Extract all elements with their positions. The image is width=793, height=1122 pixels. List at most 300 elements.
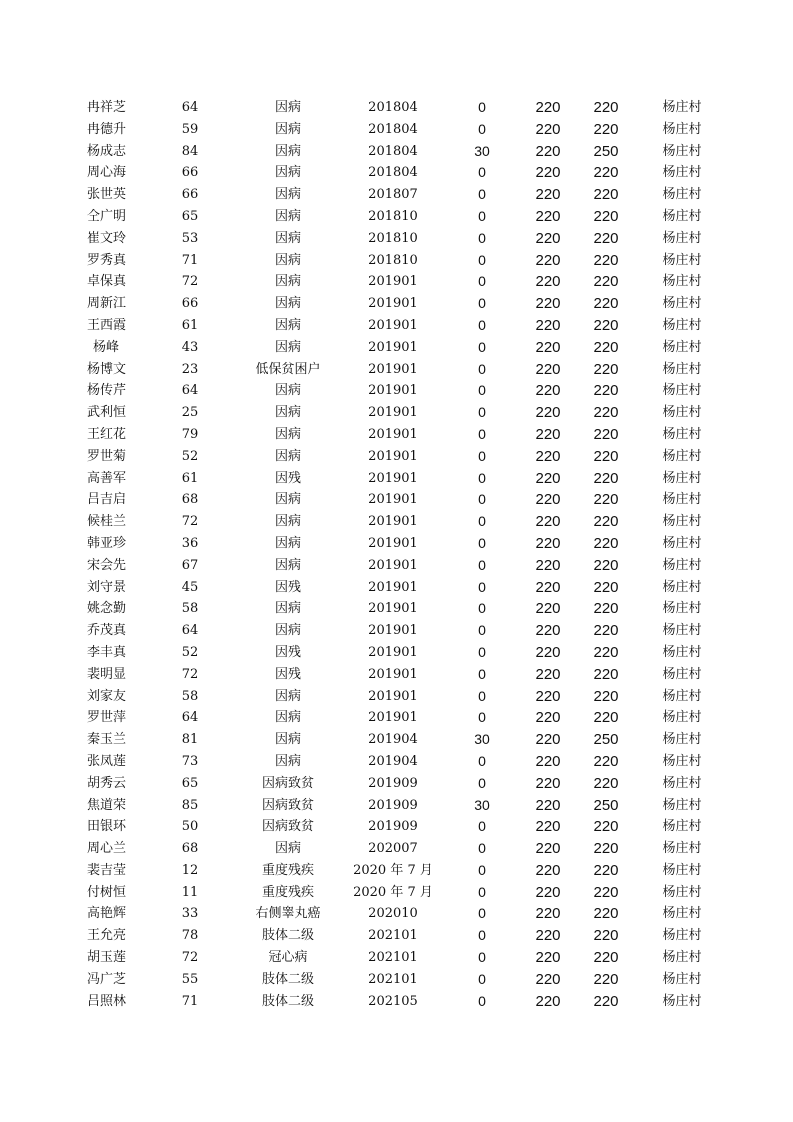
cell-reason: 肢体二级: [261, 928, 314, 944]
cell-addition: 0: [478, 295, 486, 312]
cell-name: 罗世萍: [87, 710, 127, 726]
cell-village: 杨庄村: [662, 492, 702, 508]
cell-date: 201901: [368, 514, 418, 530]
cell-total-amount: 220: [593, 207, 619, 225]
cell-age: 36: [181, 535, 199, 551]
table-row: [0, 228, 793, 250]
cell-name: 王红花: [87, 426, 127, 442]
cell-date: 201909: [368, 775, 418, 791]
cell-total-amount: 220: [593, 425, 619, 443]
cell-date: 2020 年 7 月: [353, 862, 433, 878]
cell-total-amount: 250: [593, 142, 619, 160]
cell-addition: 0: [478, 491, 486, 508]
cell-reason: 因病: [274, 317, 301, 333]
cell-total-amount: 220: [593, 622, 619, 640]
table-row: [0, 359, 793, 381]
cell-date: 201901: [368, 492, 418, 508]
cell-date: 202101: [368, 950, 418, 966]
cell-total-amount: 220: [593, 752, 619, 770]
cell-base-amount: 220: [535, 687, 561, 705]
cell-base-amount: 220: [535, 120, 561, 138]
cell-total-amount: 250: [593, 796, 619, 814]
cell-reason: 因病: [274, 252, 301, 268]
cell-reason: 肢体二级: [261, 993, 314, 1009]
cell-date: 201901: [368, 339, 418, 355]
cell-date: 201901: [368, 601, 418, 617]
cell-reason: 因病: [274, 753, 301, 769]
cell-age: 65: [181, 208, 199, 224]
cell-base-amount: 220: [535, 404, 561, 422]
cell-addition: 0: [478, 752, 486, 769]
cell-addition: 0: [478, 818, 486, 835]
cell-base-amount: 220: [535, 949, 561, 967]
cell-age: 72: [181, 514, 199, 530]
cell-addition: 0: [478, 643, 486, 660]
cell-reason: 因残: [274, 666, 301, 682]
cell-addition: 0: [478, 861, 486, 878]
cell-reason: 因病: [274, 448, 301, 464]
cell-age: 72: [181, 274, 199, 290]
cell-name: 焦道荣: [87, 797, 127, 813]
cell-reason: 因残: [274, 644, 301, 660]
table-row: [0, 533, 793, 555]
cell-addition: 0: [478, 709, 486, 726]
cell-addition: 0: [478, 316, 486, 333]
cell-reason: 因病: [274, 492, 301, 508]
table-row: [0, 402, 793, 424]
cell-total-amount: 220: [593, 295, 619, 313]
cell-addition: 0: [478, 687, 486, 704]
cell-date: 201810: [368, 230, 418, 246]
cell-name: 周心兰: [87, 841, 127, 857]
cell-addition: 0: [478, 99, 486, 115]
cell-total-amount: 220: [593, 186, 619, 204]
cell-name: 高善军: [87, 470, 127, 486]
cell-village: 杨庄村: [662, 884, 702, 900]
cell-village: 杨庄村: [662, 121, 702, 137]
cell-reason: 右侧睾丸癌: [255, 906, 321, 922]
cell-reason: 因病: [274, 100, 301, 115]
cell-age: 59: [181, 121, 199, 137]
cell-age: 55: [181, 971, 199, 987]
cell-age: 61: [181, 317, 199, 333]
cell-total-amount: 220: [593, 970, 619, 988]
cell-total-amount: 220: [593, 382, 619, 400]
cell-reason: 因病致贫: [261, 819, 314, 835]
cell-addition: 0: [478, 992, 486, 1009]
cell-age: 73: [181, 753, 199, 769]
table-row: [0, 620, 793, 642]
table-row: [0, 489, 793, 511]
cell-name: 冯广芝: [87, 971, 127, 987]
cell-village: 杨庄村: [662, 732, 702, 748]
cell-addition: 0: [478, 905, 486, 922]
cell-total-amount: 220: [593, 861, 619, 879]
cell-date: 201909: [368, 819, 418, 835]
cell-age: 43: [181, 339, 199, 355]
cell-total-amount: 220: [593, 360, 619, 378]
cell-base-amount: 220: [535, 469, 561, 487]
cell-reason: 因残: [274, 470, 301, 486]
cell-date: 201810: [368, 208, 418, 224]
cell-reason: 冠心病: [268, 950, 308, 966]
cell-base-amount: 220: [535, 338, 561, 356]
cell-total-amount: 220: [593, 273, 619, 291]
cell-age: 64: [181, 100, 199, 115]
cell-date: 201901: [368, 535, 418, 551]
cell-base-amount: 220: [535, 883, 561, 901]
cell-reason: 因病: [274, 601, 301, 617]
cell-base-amount: 220: [535, 840, 561, 858]
cell-addition: 0: [478, 513, 486, 530]
cell-reason: 因病: [274, 121, 301, 137]
cell-age: 68: [181, 841, 199, 857]
cell-total-amount: 220: [593, 927, 619, 945]
cell-village: 杨庄村: [662, 688, 702, 704]
cell-name: 候桂兰: [87, 514, 127, 530]
cell-addition: 0: [478, 251, 486, 268]
cell-date: 201804: [368, 121, 418, 137]
table-row: [0, 511, 793, 533]
cell-name: 裴明显: [87, 666, 127, 682]
cell-base-amount: 220: [535, 513, 561, 531]
cell-base-amount: 220: [535, 665, 561, 683]
cell-addition: 30: [474, 731, 490, 748]
cell-village: 杨庄村: [662, 274, 702, 290]
cell-age: 33: [181, 906, 199, 922]
table-row: [0, 686, 793, 708]
cell-base-amount: 220: [535, 731, 561, 749]
cell-base-amount: 220: [535, 295, 561, 313]
cell-total-amount: 220: [593, 556, 619, 574]
cell-age: 52: [181, 448, 199, 464]
cell-base-amount: 220: [535, 578, 561, 596]
cell-name: 胡玉莲: [87, 950, 127, 966]
cell-age: 64: [181, 710, 199, 726]
cell-addition: 0: [478, 273, 486, 290]
table-row: [0, 598, 793, 620]
table-row: [0, 141, 793, 163]
cell-village: 杨庄村: [662, 426, 702, 442]
cell-total-amount: 220: [593, 513, 619, 531]
table-row: [0, 162, 793, 184]
cell-date: 201904: [368, 732, 418, 748]
cell-total-amount: 220: [593, 949, 619, 967]
cell-total-amount: 220: [593, 818, 619, 836]
table-row: [0, 947, 793, 969]
cell-base-amount: 220: [535, 186, 561, 204]
cell-addition: 0: [478, 840, 486, 857]
cell-total-amount: 220: [593, 709, 619, 727]
cell-date: 201901: [368, 405, 418, 421]
cell-village: 杨庄村: [662, 819, 702, 835]
cell-reason: 因病: [274, 514, 301, 530]
cell-age: 67: [181, 557, 199, 573]
cell-addition: 0: [478, 970, 486, 987]
cell-reason: 低保贫困户: [255, 361, 321, 377]
records-table: [0, 97, 793, 1012]
cell-date: 201804: [368, 143, 418, 159]
cell-village: 杨庄村: [662, 666, 702, 682]
cell-addition: 0: [478, 425, 486, 442]
cell-age: 64: [181, 623, 199, 639]
cell-age: 66: [181, 165, 199, 181]
cell-total-amount: 220: [593, 600, 619, 618]
cell-base-amount: 220: [535, 382, 561, 400]
cell-base-amount: 220: [535, 142, 561, 160]
table-row: [0, 751, 793, 773]
cell-base-amount: 220: [535, 251, 561, 269]
cell-reason: 因病: [274, 535, 301, 551]
cell-reason: 因病: [274, 187, 301, 203]
cell-name: 裴吉莹: [87, 862, 127, 878]
cell-date: 201904: [368, 753, 418, 769]
cell-village: 杨庄村: [662, 383, 702, 399]
cell-name: 罗秀真: [87, 252, 127, 268]
cell-total-amount: 220: [593, 229, 619, 247]
cell-total-amount: 220: [593, 99, 619, 116]
cell-reason: 因病: [274, 339, 301, 355]
cell-village: 杨庄村: [662, 165, 702, 181]
cell-date: 202101: [368, 928, 418, 944]
cell-age: 79: [181, 426, 199, 442]
cell-total-amount: 220: [593, 578, 619, 596]
cell-reason: 因病: [274, 143, 301, 159]
cell-village: 杨庄村: [662, 339, 702, 355]
cell-total-amount: 220: [593, 665, 619, 683]
cell-age: 23: [181, 361, 199, 377]
cell-base-amount: 220: [535, 905, 561, 923]
table-row: [0, 664, 793, 686]
table-row: [0, 925, 793, 947]
cell-age: 66: [181, 187, 199, 203]
cell-base-amount: 220: [535, 447, 561, 465]
cell-age: 71: [181, 993, 199, 1009]
cell-date: 201804: [368, 165, 418, 181]
cell-age: 53: [181, 230, 199, 246]
cell-date: 201901: [368, 274, 418, 290]
cell-total-amount: 220: [593, 404, 619, 422]
cell-date: 201901: [368, 448, 418, 464]
cell-date: 201901: [368, 470, 418, 486]
cell-village: 杨庄村: [662, 775, 702, 791]
cell-name: 韩亚珍: [87, 535, 127, 551]
cell-name: 张凤莲: [87, 753, 127, 769]
cell-addition: 0: [478, 622, 486, 639]
cell-addition: 0: [478, 120, 486, 137]
cell-date: 201901: [368, 688, 418, 704]
cell-total-amount: 220: [593, 883, 619, 901]
table-row: [0, 271, 793, 293]
cell-village: 杨庄村: [662, 448, 702, 464]
cell-base-amount: 220: [535, 207, 561, 225]
cell-name: 胡秀云: [87, 775, 127, 791]
cell-date: 201901: [368, 579, 418, 595]
cell-base-amount: 220: [535, 970, 561, 988]
table-row: [0, 446, 793, 468]
cell-total-amount: 220: [593, 840, 619, 858]
table-row: [0, 424, 793, 446]
cell-name: 卓保真: [87, 274, 127, 290]
cell-reason: 因病: [274, 732, 301, 748]
cell-name: 王允亮: [87, 928, 127, 944]
cell-base-amount: 220: [535, 643, 561, 661]
cell-reason: 因病: [274, 274, 301, 290]
cell-age: 65: [181, 775, 199, 791]
cell-name: 杨峰: [93, 339, 120, 355]
cell-age: 84: [181, 143, 199, 159]
cell-date: 201901: [368, 426, 418, 442]
cell-reason: 因病: [274, 208, 301, 224]
cell-date: 201807: [368, 187, 418, 203]
table-row: [0, 337, 793, 359]
cell-date: 201901: [368, 710, 418, 726]
cell-date: 201804: [368, 100, 418, 115]
cell-total-amount: 220: [593, 643, 619, 661]
cell-name: 付树恒: [87, 884, 127, 900]
cell-base-amount: 220: [535, 774, 561, 792]
cell-base-amount: 220: [535, 534, 561, 552]
cell-total-amount: 220: [593, 251, 619, 269]
cell-addition: 0: [478, 382, 486, 399]
cell-village: 杨庄村: [662, 710, 702, 726]
cell-base-amount: 220: [535, 316, 561, 334]
cell-age: 50: [181, 819, 199, 835]
cell-village: 杨庄村: [662, 557, 702, 573]
cell-village: 杨庄村: [662, 579, 702, 595]
cell-name: 宋会先: [87, 557, 127, 573]
cell-village: 杨庄村: [662, 143, 702, 159]
cell-village: 杨庄村: [662, 862, 702, 878]
table-row: [0, 816, 793, 838]
cell-age: 72: [181, 666, 199, 682]
cell-date: 201901: [368, 644, 418, 660]
cell-village: 杨庄村: [662, 296, 702, 312]
table-row: [0, 707, 793, 729]
cell-name: 张世英: [87, 187, 127, 203]
cell-base-amount: 220: [535, 796, 561, 814]
cell-date: 201901: [368, 296, 418, 312]
cell-addition: 0: [478, 534, 486, 551]
cell-name: 罗世菊: [87, 448, 127, 464]
cell-age: 11: [181, 884, 199, 900]
cell-name: 武利恒: [87, 405, 127, 421]
cell-village: 杨庄村: [662, 470, 702, 486]
cell-total-amount: 220: [593, 316, 619, 334]
cell-date: 201901: [368, 623, 418, 639]
cell-age: 66: [181, 296, 199, 312]
cell-addition: 0: [478, 164, 486, 181]
cell-base-amount: 220: [535, 752, 561, 770]
cell-reason: 因病: [274, 383, 301, 399]
cell-name: 冉祥芝: [87, 100, 127, 115]
table-row: [0, 250, 793, 272]
table-row: [0, 642, 793, 664]
cell-village: 杨庄村: [662, 993, 702, 1009]
cell-name: 周心海: [87, 165, 127, 181]
cell-total-amount: 220: [593, 469, 619, 487]
cell-village: 杨庄村: [662, 623, 702, 639]
cell-village: 杨庄村: [662, 187, 702, 203]
cell-total-amount: 220: [593, 338, 619, 356]
cell-addition: 0: [478, 927, 486, 944]
cell-reason: 肢体二级: [261, 971, 314, 987]
cell-village: 杨庄村: [662, 928, 702, 944]
cell-name: 高艳辉: [87, 906, 127, 922]
cell-addition: 0: [478, 360, 486, 377]
cell-date: 201901: [368, 361, 418, 377]
cell-addition: 0: [478, 207, 486, 224]
cell-age: 81: [181, 732, 199, 748]
cell-name: 吕照林: [87, 993, 127, 1009]
cell-name: 王西霞: [87, 317, 127, 333]
cell-date: 2020 年 7 月: [353, 884, 433, 900]
table-row: [0, 380, 793, 402]
cell-reason: 因病: [274, 557, 301, 573]
cell-total-amount: 220: [593, 447, 619, 465]
cell-name: 杨传芹: [87, 383, 127, 399]
cell-village: 杨庄村: [662, 405, 702, 421]
cell-village: 杨庄村: [662, 100, 702, 115]
cell-age: 85: [181, 797, 199, 813]
cell-date: 201901: [368, 383, 418, 399]
cell-base-amount: 220: [535, 861, 561, 879]
cell-base-amount: 220: [535, 164, 561, 182]
cell-total-amount: 220: [593, 687, 619, 705]
cell-date: 202105: [368, 993, 418, 1009]
cell-village: 杨庄村: [662, 906, 702, 922]
cell-village: 杨庄村: [662, 230, 702, 246]
table-row: [0, 729, 793, 751]
table-row: [0, 468, 793, 490]
cell-village: 杨庄村: [662, 797, 702, 813]
table-row: [0, 903, 793, 925]
cell-addition: 0: [478, 447, 486, 464]
cell-addition: 0: [478, 883, 486, 900]
cell-total-amount: 220: [593, 491, 619, 509]
cell-base-amount: 220: [535, 622, 561, 640]
cell-reason: 因病: [274, 426, 301, 442]
table-row: [0, 577, 793, 599]
cell-base-amount: 220: [535, 491, 561, 509]
cell-base-amount: 220: [535, 229, 561, 247]
cell-addition: 0: [478, 949, 486, 966]
cell-village: 杨庄村: [662, 753, 702, 769]
cell-village: 杨庄村: [662, 644, 702, 660]
cell-age: 64: [181, 383, 199, 399]
table-row: [0, 184, 793, 206]
cell-addition: 0: [478, 600, 486, 617]
table-row: [0, 991, 793, 1013]
cell-date: 202101: [368, 971, 418, 987]
cell-age: 78: [181, 928, 199, 944]
cell-reason: 因病: [274, 623, 301, 639]
cell-age: 52: [181, 644, 199, 660]
cell-village: 杨庄村: [662, 950, 702, 966]
table-row: [0, 315, 793, 337]
cell-total-amount: 250: [593, 731, 619, 749]
cell-base-amount: 220: [535, 600, 561, 618]
cell-addition: 0: [478, 469, 486, 486]
cell-village: 杨庄村: [662, 252, 702, 268]
cell-reason: 因病: [274, 230, 301, 246]
cell-name: 吕吉启: [87, 492, 127, 508]
cell-addition: 0: [478, 665, 486, 682]
cell-village: 杨庄村: [662, 601, 702, 617]
table-row: [0, 119, 793, 141]
cell-name: 秦玉兰: [87, 732, 127, 748]
cell-name: 乔茂真: [87, 623, 127, 639]
